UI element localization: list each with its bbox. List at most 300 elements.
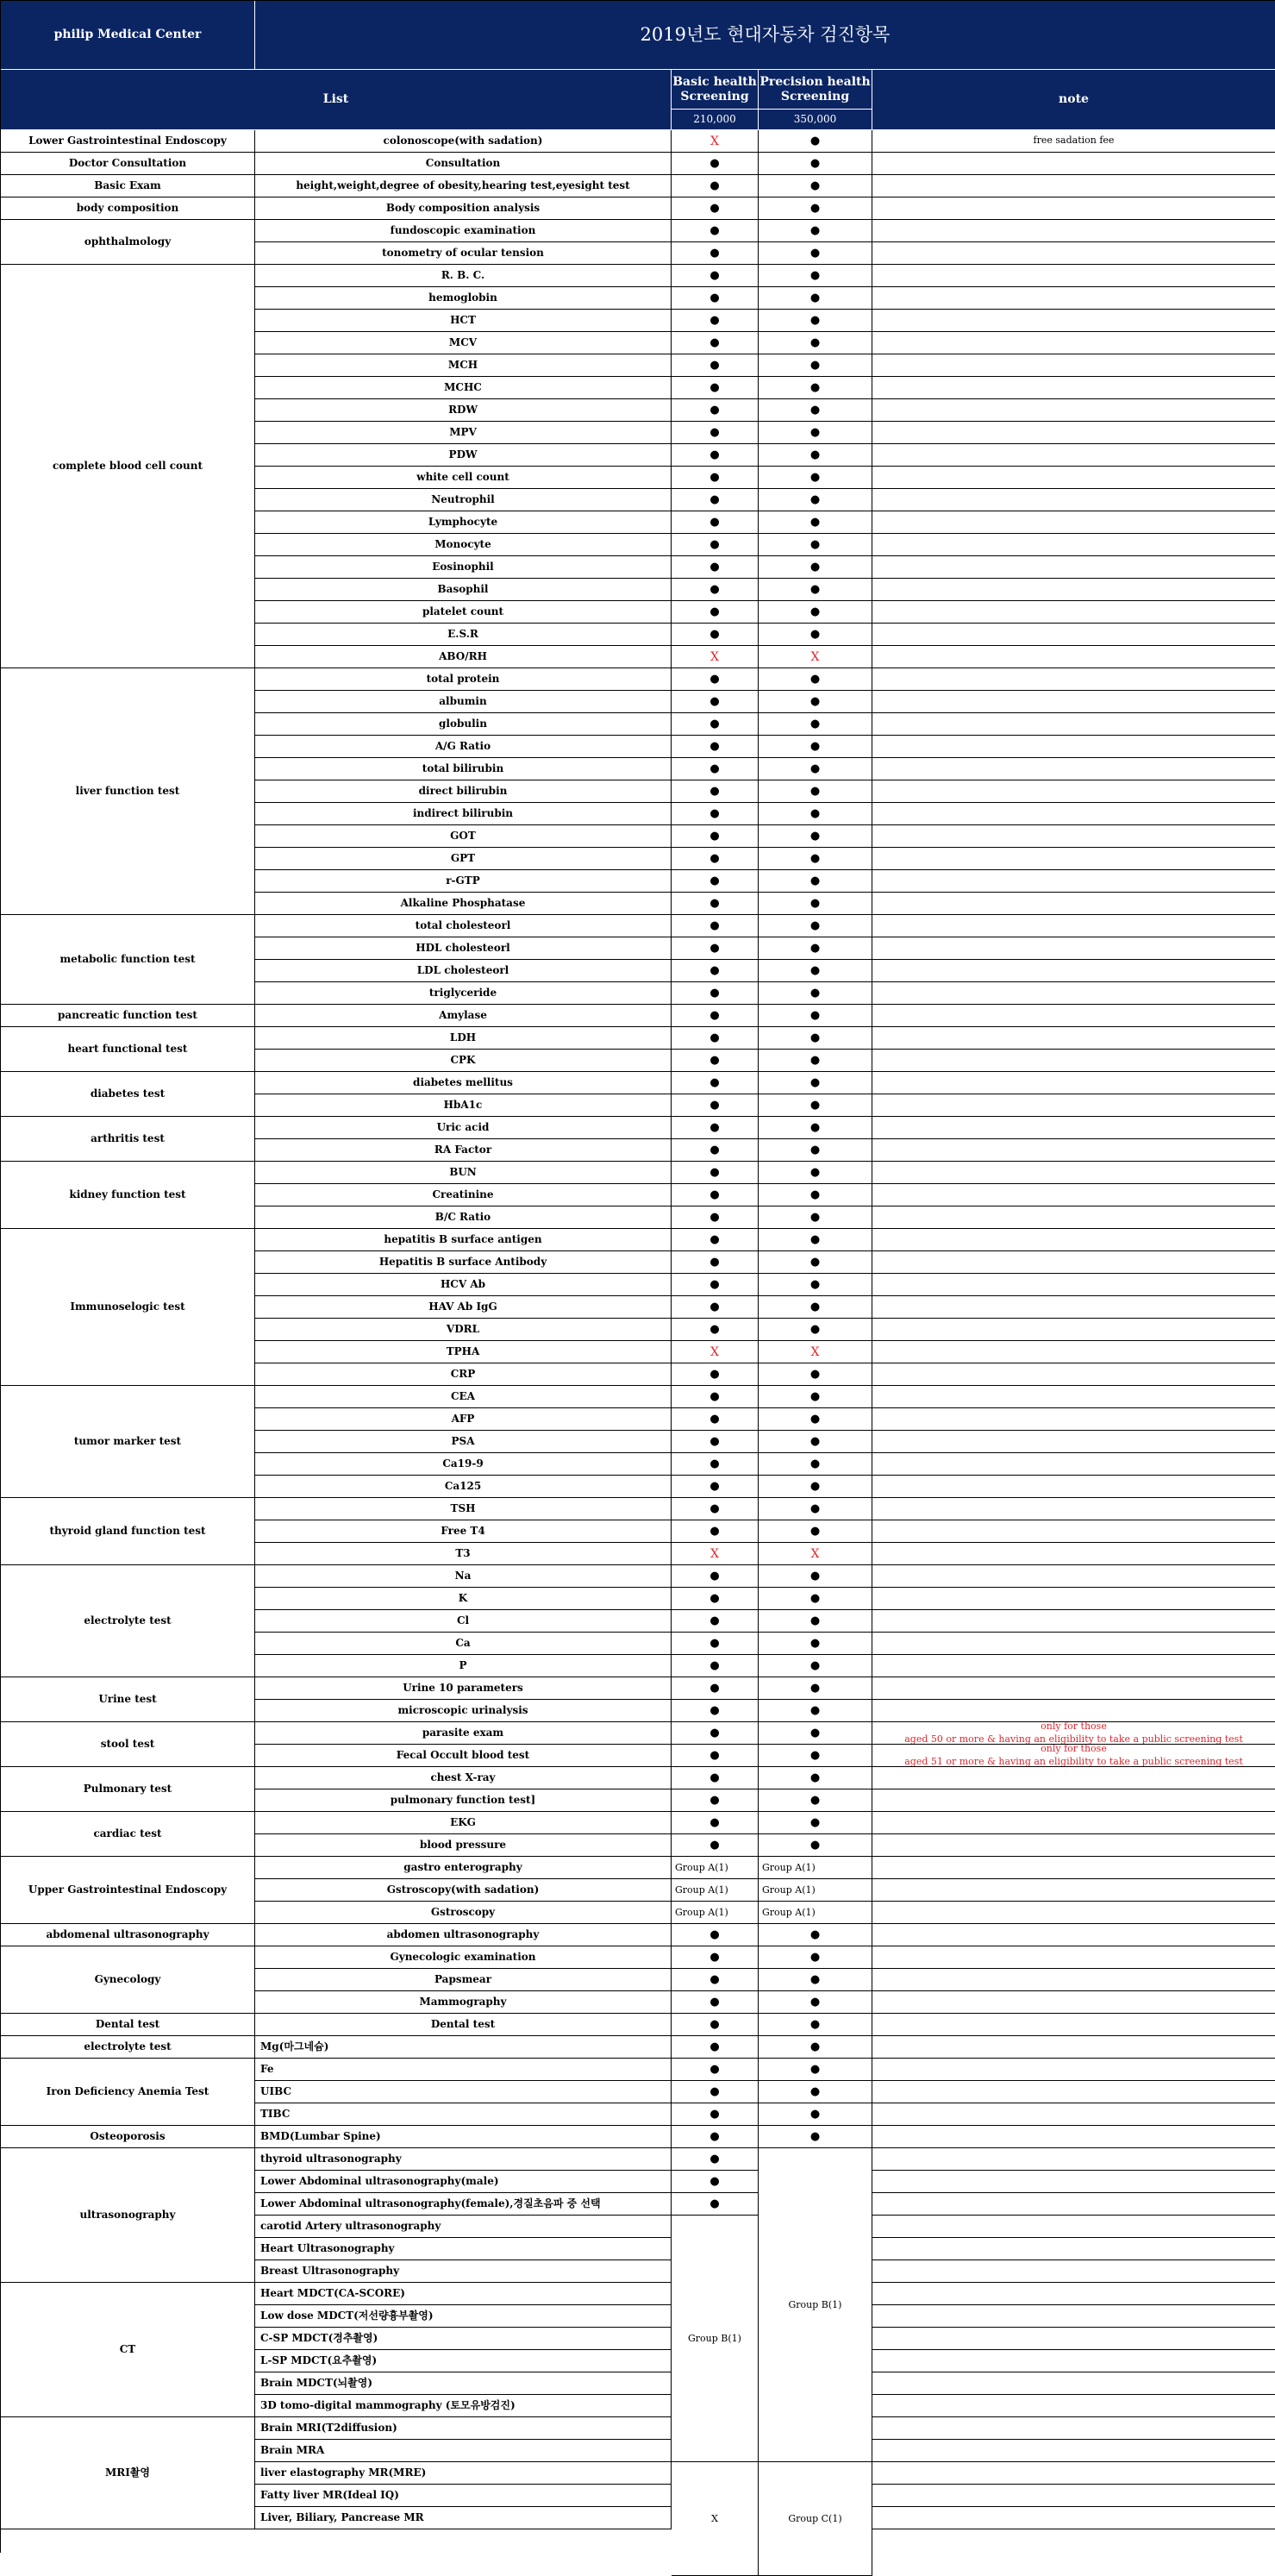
note-cell: [872, 668, 1275, 691]
precision-mark: ●: [759, 467, 872, 489]
precision-mark: ●: [759, 579, 872, 601]
note-cell: [872, 1543, 1275, 1565]
test-item: CRP: [255, 1363, 672, 1386]
precision-mark: ●: [759, 803, 872, 825]
note-cell: [872, 2260, 1275, 2283]
note-cell: [872, 265, 1275, 287]
precision-mark: ●: [759, 1296, 872, 1319]
precision-mark: ●: [759, 1834, 872, 1857]
basic-mark: ●: [672, 982, 759, 1005]
precision-mark: ●: [759, 982, 872, 1005]
basic-mark: ●: [672, 1117, 759, 1139]
note-cell: [872, 1498, 1275, 1520]
note-cell: [872, 220, 1275, 242]
precision-mark: ●: [759, 2036, 872, 2059]
test-item: parasite exam: [255, 1722, 672, 1745]
basic-mark: ●: [672, 2126, 759, 2148]
category-cell: diabetes test: [1, 1072, 255, 1117]
category-cell: kidney function test: [1, 1162, 255, 1229]
note-cell: [872, 1745, 1275, 1767]
basic-mark: ●: [672, 399, 759, 422]
test-item: pulmonary function test]: [255, 1789, 672, 1812]
note-cell: [872, 1453, 1275, 1476]
note-cell: [872, 242, 1275, 265]
precision-mark: ●: [759, 287, 872, 310]
test-item: Uric acid: [255, 1117, 672, 1139]
note-line: only for those: [1041, 1745, 1107, 1755]
category-cell: Iron Deficiency Anemia Test: [1, 2059, 255, 2126]
test-item: Fecal Occult blood test: [255, 1745, 672, 1767]
basic-price: 210,000: [672, 110, 759, 130]
test-item: Body composition analysis: [255, 197, 672, 220]
category-cell: pancreatic function test: [1, 1005, 255, 1027]
test-item: Dental test: [255, 2014, 672, 2036]
test-item: HDL cholesteorl: [255, 937, 672, 960]
note-cell: [872, 534, 1275, 556]
precision-mark: ●: [759, 1408, 872, 1431]
test-item: Gstroscopy(with sadation): [255, 1879, 672, 1902]
basic-mark: ●: [672, 1946, 759, 1969]
basic-mark: ●: [672, 848, 759, 870]
basic-mark: ●: [672, 2059, 759, 2081]
note-cell: [872, 691, 1275, 713]
test-item: Neutrophil: [255, 489, 672, 511]
test-item: Gynecologic examination: [255, 1946, 672, 1969]
category-cell: Basic Exam: [1, 175, 255, 197]
note-cell: [872, 1722, 1275, 1745]
note-cell: [872, 2372, 1275, 2395]
basic-mark: ●: [672, 1745, 759, 1767]
test-item: B/C Ratio: [255, 1207, 672, 1229]
note-cell: [872, 893, 1275, 915]
category-cell: thyroid gland function test: [1, 1498, 255, 1565]
basic-mark: X: [672, 646, 759, 668]
note-cell: [872, 2350, 1275, 2372]
basic-mark: ●: [672, 1633, 759, 1655]
basic-group-b: Group B(1): [672, 2216, 759, 2462]
test-item: Brain MRI(T2diffusion): [255, 2417, 672, 2440]
test-item: GPT: [255, 848, 672, 870]
precision-mark: ●: [759, 1969, 872, 1991]
note-cell: [872, 1386, 1275, 1408]
test-item: E.S.R: [255, 624, 672, 646]
basic-mark: ●: [672, 691, 759, 713]
test-item: HbA1c: [255, 1094, 672, 1117]
note-cell: [872, 2462, 1275, 2485]
test-item: Low dose MDCT(저선량흉부촬영): [255, 2305, 672, 2328]
basic-mark: ●: [672, 915, 759, 937]
note-cell: [872, 377, 1275, 399]
basic-mark: ●: [672, 2103, 759, 2126]
test-item: total cholesteorl: [255, 915, 672, 937]
basic-mark: ●: [672, 668, 759, 691]
basic-mark: ●: [672, 467, 759, 489]
note-cell: [872, 848, 1275, 870]
basic-mark: ●: [672, 489, 759, 511]
basic-mark: ●: [672, 1588, 759, 1610]
basic-mark: ●: [672, 2014, 759, 2036]
precision-mark: Group A(1): [759, 1902, 872, 1924]
test-item: Na: [255, 1565, 672, 1588]
precision-mark: ●: [759, 758, 872, 780]
precision-mark: ●: [759, 1565, 872, 1588]
category-cell: ophthalmology: [1, 220, 255, 265]
precision-mark: ●: [759, 1812, 872, 1834]
note-cell: [872, 803, 1275, 825]
test-item: Consultation: [255, 153, 672, 175]
test-item: MCHC: [255, 377, 672, 399]
precision-mark: ●: [759, 825, 872, 848]
basic-mark: X: [672, 1341, 759, 1363]
basic-mark: ●: [672, 1050, 759, 1072]
test-item: Lower Abdominal ultrasonography(female),경질초음파 중 선택: [255, 2193, 672, 2216]
category-cell: body composition: [1, 197, 255, 220]
note-cell: [872, 825, 1275, 848]
basic-mark: ●: [672, 1610, 759, 1633]
note-cell: [872, 511, 1275, 534]
test-item: diabetes mellitus: [255, 1072, 672, 1094]
list-header: List: [1, 70, 672, 130]
test-item: height,weight,degree of obesity,hearing test,eyesight test: [255, 175, 672, 197]
basic-mark: ●: [672, 1251, 759, 1274]
test-item: hepatitis B surface antigen: [255, 1229, 672, 1251]
precision-mark: ●: [759, 1274, 872, 1296]
test-item: fundoscopic examination: [255, 220, 672, 242]
test-item: P: [255, 1655, 672, 1677]
page-title: 2019년도 현대자동차 검진항목: [255, 1, 1275, 70]
precision-mark: ●: [759, 1363, 872, 1386]
precision-mark: ●: [759, 601, 872, 624]
test-item: Fatty liver MR(Ideal IQ): [255, 2485, 672, 2507]
test-item: GOT: [255, 825, 672, 848]
test-item: RA Factor: [255, 1139, 672, 1162]
basic-mark: ●: [672, 1162, 759, 1184]
test-item: MCH: [255, 354, 672, 377]
test-item: colonoscope(with sadation): [255, 130, 672, 153]
precision-mark: ●: [759, 422, 872, 444]
basic-mark: ●: [672, 736, 759, 758]
precision-mark: ●: [759, 265, 872, 287]
precision-mark: ●: [759, 534, 872, 556]
basic-mark: ●: [672, 1139, 759, 1162]
test-item: Monocyte: [255, 534, 672, 556]
test-item: K: [255, 1588, 672, 1610]
precision-mark: ●: [759, 197, 872, 220]
test-item: CEA: [255, 1386, 672, 1408]
basic-mark: ●: [672, 287, 759, 310]
basic-mark: ●: [672, 1812, 759, 1834]
basic-mark: ●: [672, 332, 759, 354]
test-item: hemoglobin: [255, 287, 672, 310]
precision-mark: ●: [759, 1924, 872, 1946]
precision-mark: ●: [759, 780, 872, 803]
precision-mark: ●: [759, 1251, 872, 1274]
basic-mark: ●: [672, 175, 759, 197]
note-cell: [872, 1655, 1275, 1677]
note-cell: [872, 2417, 1275, 2440]
test-item: albumin: [255, 691, 672, 713]
basic-mark: ●: [672, 1363, 759, 1386]
note-cell: [872, 1610, 1275, 1633]
precision-mark: ●: [759, 960, 872, 982]
basic-mark: ●: [672, 1722, 759, 1745]
note-cell: [872, 1229, 1275, 1251]
note-cell: [872, 2148, 1275, 2171]
test-item: C-SP MDCT(경추촬영): [255, 2328, 672, 2350]
basic-mark: ●: [672, 1498, 759, 1520]
basic-mark: ●: [672, 2036, 759, 2059]
note-cell: [872, 1946, 1275, 1969]
basic-mark: ●: [672, 825, 759, 848]
basic-mark: ●: [672, 2081, 759, 2103]
precision-mark: ●: [759, 175, 872, 197]
precision-mark: ●: [759, 1588, 872, 1610]
precision-mark: ●: [759, 1139, 872, 1162]
basic-mark: ●: [672, 1520, 759, 1543]
precision-group-c: Group C(1): [759, 2462, 872, 2576]
precision-mark: ●: [759, 915, 872, 937]
note-cell: [872, 175, 1275, 197]
basic-mark: ●: [672, 1453, 759, 1476]
note-cell: [872, 2014, 1275, 2036]
precision-mark: ●: [759, 870, 872, 893]
precision-mark: ●: [759, 1027, 872, 1050]
basic-mark: ●: [672, 377, 759, 399]
precision-mark: ●: [759, 511, 872, 534]
note-line: only for those: [1041, 1722, 1107, 1733]
basic-mark: ●: [672, 444, 759, 467]
basic-screening-header: Basic health Screening: [672, 70, 759, 110]
note-cell: [872, 444, 1275, 467]
precision-mark: ●: [759, 1520, 872, 1543]
test-item: EKG: [255, 1812, 672, 1834]
basic-mark: ●: [672, 1184, 759, 1207]
precision-mark: ●: [759, 130, 872, 153]
note-cell: [872, 937, 1275, 960]
basic-mark: X: [672, 1543, 759, 1565]
basic-mark: ●: [672, 758, 759, 780]
category-cell: complete blood cell count: [1, 265, 255, 668]
precision-mark: ●: [759, 1005, 872, 1027]
precision-mark: ●: [759, 1498, 872, 1520]
precision-mark: ●: [759, 2014, 872, 2036]
note-cell: [872, 2126, 1275, 2148]
category-cell: electrolyte test: [1, 1565, 255, 1677]
basic-mark: ●: [672, 265, 759, 287]
basic-mark: ●: [672, 1789, 759, 1812]
note-cell: [872, 1991, 1275, 2014]
precision-mark: X: [759, 1341, 872, 1363]
note-cell: [872, 1251, 1275, 1274]
basic-mark: ●: [672, 960, 759, 982]
precision-mark: ●: [759, 1946, 872, 1969]
test-item: Lower Abdominal ultrasonography(male): [255, 2171, 672, 2193]
basic-mark: ●: [672, 1969, 759, 1991]
precision-mark: ●: [759, 2103, 872, 2126]
note-cell: [872, 489, 1275, 511]
test-item: Heart Ultrasonography: [255, 2238, 672, 2260]
category-cell: Osteoporosis: [1, 2126, 255, 2148]
note-cell: [872, 1834, 1275, 1857]
note-cell: free sadation fee: [872, 130, 1275, 153]
category-cell: Urine test: [1, 1677, 255, 1722]
test-item: ABO/RH: [255, 646, 672, 668]
precision-mark: ●: [759, 1162, 872, 1184]
precision-mark: ●: [759, 242, 872, 265]
note-cell: [872, 556, 1275, 579]
note-cell: [872, 1094, 1275, 1117]
precision-mark: ●: [759, 1633, 872, 1655]
basic-mark: ●: [672, 1072, 759, 1094]
basic-mark: ●: [672, 153, 759, 175]
test-item: MCV: [255, 332, 672, 354]
basic-mark: ●: [672, 1924, 759, 1946]
note-cell: [872, 2485, 1275, 2507]
basic-mri-mark: X: [672, 2462, 759, 2576]
precision-mark: ●: [759, 354, 872, 377]
basic-mark: ●: [672, 220, 759, 242]
test-item: RDW: [255, 399, 672, 422]
category-cell: abdomenal ultrasonography: [1, 1924, 255, 1946]
test-item: Ca: [255, 1633, 672, 1655]
basic-mark: ●: [672, 556, 759, 579]
basic-mark: ●: [672, 197, 759, 220]
note-cell: [872, 1363, 1275, 1386]
note-cell: [872, 1565, 1275, 1588]
note-cell: [872, 1633, 1275, 1655]
precision-mark: ●: [759, 736, 872, 758]
note-cell: [872, 2171, 1275, 2193]
note-cell: [872, 1924, 1275, 1946]
basic-mark: ●: [672, 1027, 759, 1050]
test-item: tonometry of ocular tension: [255, 242, 672, 265]
precision-mark: ●: [759, 310, 872, 332]
test-item: microscopic urinalysis: [255, 1700, 672, 1722]
test-item: direct bilirubin: [255, 780, 672, 803]
test-item: Ca19-9: [255, 1453, 672, 1476]
note-cell: [872, 197, 1275, 220]
note-cell: [872, 870, 1275, 893]
note-cell: [872, 2238, 1275, 2260]
basic-mark: ●: [672, 1834, 759, 1857]
test-item: PSA: [255, 1431, 672, 1453]
category-cell: Immunoselogic test: [1, 1229, 255, 1386]
category-cell: stool test: [1, 1722, 255, 1767]
note-cell: [872, 1677, 1275, 1700]
precision-mark: ●: [759, 624, 872, 646]
basic-mark: ●: [672, 1274, 759, 1296]
category-cell: CT: [1, 2283, 255, 2417]
basic-mark: ●: [672, 1319, 759, 1341]
basic-mark: ●: [672, 511, 759, 534]
precision-mark: ●: [759, 1476, 872, 1498]
category-cell: liver function test: [1, 668, 255, 915]
basic-mark: ●: [672, 1005, 759, 1027]
test-item: BMD(Lumbar Spine): [255, 2126, 672, 2148]
note-cell: [872, 1027, 1275, 1050]
precision-mark: Group A(1): [759, 1857, 872, 1879]
test-item: Brain MRA: [255, 2440, 672, 2462]
test-item: Liver, Biliary, Pancrease MR: [255, 2507, 672, 2529]
precision-mark: ●: [759, 1184, 872, 1207]
precision-mark: ●: [759, 1094, 872, 1117]
basic-mark: ●: [672, 310, 759, 332]
note-cell: [872, 1431, 1275, 1453]
basic-mark: Group A(1): [672, 1902, 759, 1924]
note-cell: [872, 780, 1275, 803]
precision-mark: ●: [759, 1789, 872, 1812]
precision-screening-header: Precision health Screening: [759, 70, 872, 110]
test-item: AFP: [255, 1408, 672, 1431]
category-cell: Lower Gastrointestinal Endoscopy: [1, 130, 255, 153]
note-cell: [872, 1296, 1275, 1319]
precision-mark: X: [759, 1543, 872, 1565]
basic-mark: ●: [672, 2148, 759, 2171]
precision-mark: ●: [759, 1050, 872, 1072]
note-cell: [872, 1812, 1275, 1834]
test-item: globulin: [255, 713, 672, 736]
test-item: carotid Artery ultrasonography: [255, 2216, 672, 2238]
note-cell: [872, 1969, 1275, 1991]
note-line: aged 50 or more & having an eligibility to take a public screening test: [904, 1733, 1243, 1745]
note-cell: [872, 1341, 1275, 1363]
note-cell: [872, 1050, 1275, 1072]
note-cell: [872, 2193, 1275, 2216]
test-item: Cl: [255, 1610, 672, 1633]
note-cell: [872, 624, 1275, 646]
basic-mark: ●: [672, 870, 759, 893]
precision-mark: ●: [759, 893, 872, 915]
note-cell: [872, 1139, 1275, 1162]
precision-mark: ●: [759, 332, 872, 354]
test-item: indirect bilirubin: [255, 803, 672, 825]
note-cell: [872, 2395, 1275, 2417]
note-cell: [872, 915, 1275, 937]
note-line: aged 51 or more & having an eligibility to take a public screening test: [904, 1755, 1243, 1767]
basic-mark: ●: [672, 2171, 759, 2193]
test-item: A/G Ratio: [255, 736, 672, 758]
note-cell: [872, 579, 1275, 601]
precision-mark: ●: [759, 1117, 872, 1139]
precision-mark: ●: [759, 1319, 872, 1341]
test-item: UIBC: [255, 2081, 672, 2103]
precision-mark: ●: [759, 1677, 872, 1700]
test-item: TIBC: [255, 2103, 672, 2126]
note-cell: [872, 646, 1275, 668]
test-item: Eosinophil: [255, 556, 672, 579]
note-cell: [872, 422, 1275, 444]
test-item: Creatinine: [255, 1184, 672, 1207]
precision-mark: ●: [759, 2081, 872, 2103]
basic-mark: ●: [672, 624, 759, 646]
test-item: Hepatitis B surface Antibody: [255, 1251, 672, 1274]
basic-mark: Group A(1): [672, 1879, 759, 1902]
test-item: LDL cholesteorl: [255, 960, 672, 982]
test-item: TPHA: [255, 1341, 672, 1363]
test-item: Urine 10 parameters: [255, 1677, 672, 1700]
test-item: Fe: [255, 2059, 672, 2081]
basic-mark: ●: [672, 1991, 759, 2014]
precision-mark: ●: [759, 1610, 872, 1633]
precision-group-b: Group B(1): [759, 2148, 872, 2462]
basic-mark: ●: [672, 713, 759, 736]
category-cell: electrolyte test: [1, 2036, 255, 2059]
note-cell: [872, 287, 1275, 310]
test-item: total protein: [255, 668, 672, 691]
category-cell: Dental test: [1, 2014, 255, 2036]
test-item: R. B. C.: [255, 265, 672, 287]
category-cell: Gynecology: [1, 1946, 255, 2014]
